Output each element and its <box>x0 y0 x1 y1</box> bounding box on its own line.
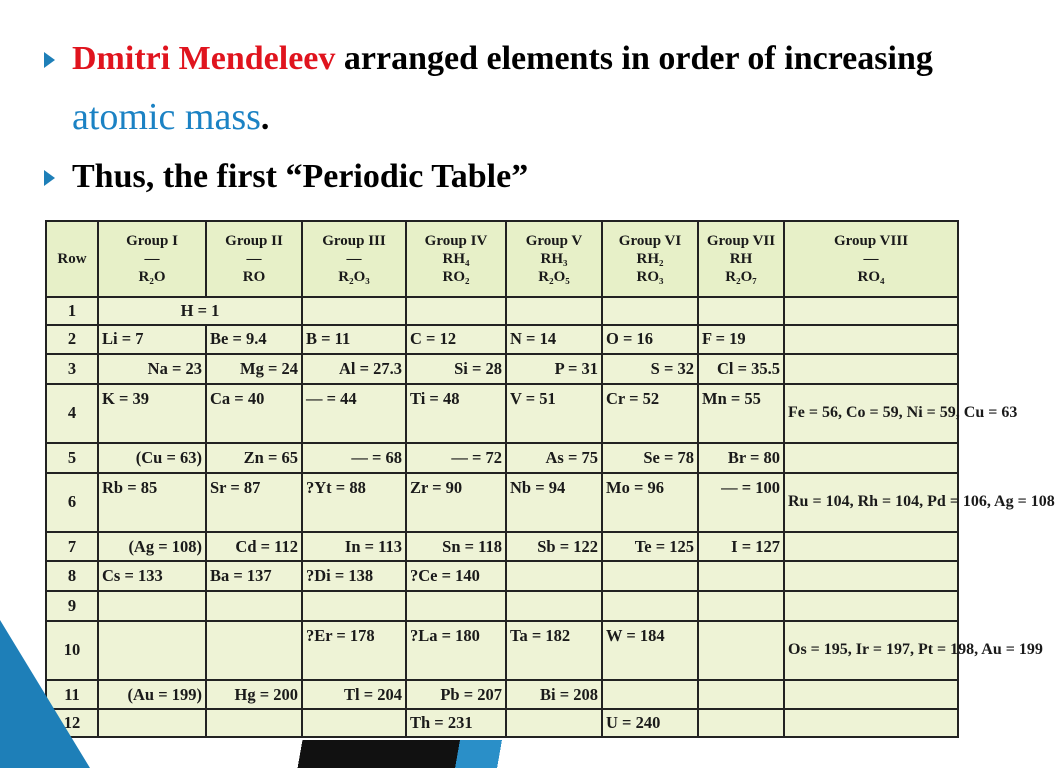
table-cell: Sr = 87 <box>206 473 302 532</box>
table-row <box>46 354 958 384</box>
table-row <box>46 591 958 621</box>
table-cell: Ta = 182 <box>506 621 602 680</box>
table-cell: Ba = 137 <box>206 561 302 591</box>
table-cell: I = 127 <box>698 532 784 562</box>
row-number: 2 <box>46 325 98 355</box>
table-cell: Na = 23 <box>98 354 206 384</box>
table-cell: H = 1 <box>98 297 302 325</box>
periodic-table-image <box>45 220 1055 738</box>
table-cell: Si = 28 <box>406 354 506 384</box>
table-cell: Cl = 35.5 <box>698 354 784 384</box>
table-cell <box>98 621 206 680</box>
table-cell <box>302 297 406 325</box>
table-cell <box>206 621 302 680</box>
table-cell <box>406 591 506 621</box>
table-cell: In = 113 <box>302 532 406 562</box>
table-cell: ?Di = 138 <box>302 561 406 591</box>
table-cell <box>602 561 698 591</box>
table-cell: Mg = 24 <box>206 354 302 384</box>
row-number: 8 <box>46 561 98 591</box>
table-cell: Te = 125 <box>602 532 698 562</box>
table-cell: (Ag = 108) <box>98 532 206 562</box>
header-group-8: Group VIII — RO₄ <box>784 221 958 297</box>
table-cell: Se = 78 <box>602 443 698 473</box>
table-cell: — = 100 <box>698 473 784 532</box>
table-cell <box>698 621 784 680</box>
header-group-5: Group V RH₃ R₂O₅ <box>506 221 602 297</box>
bullet-arrow-icon <box>44 170 55 186</box>
table-cell: Sb = 122 <box>506 532 602 562</box>
table-cell <box>784 561 958 591</box>
table-cell: (Cu = 63) <box>98 443 206 473</box>
table-row <box>46 680 958 710</box>
bullet-1 <box>40 30 1000 148</box>
bullet-2 <box>40 148 1000 206</box>
table-cell-group-8: Ru = 104, Rh = 104, Pd = 106, Ag = 108 <box>784 473 958 532</box>
table-cell: Be = 9.4 <box>206 325 302 355</box>
table-row <box>46 532 958 562</box>
table-cell <box>784 591 958 621</box>
header-row: Row <box>46 221 98 297</box>
table-row <box>46 621 958 680</box>
table-row <box>46 561 958 591</box>
table-row <box>46 325 958 355</box>
table-cell <box>698 680 784 710</box>
row-number: 12 <box>46 709 98 737</box>
table-cell <box>98 709 206 737</box>
table-cell <box>698 591 784 621</box>
row-number: 4 <box>46 384 98 443</box>
bullet-1-end: . <box>260 100 270 137</box>
table-cell-group-8: Os = 195, Ir = 197, Pt = 198, Au = 199 <box>784 621 958 680</box>
highlight-term: atomic mass <box>72 96 261 138</box>
table-cell: Br = 80 <box>698 443 784 473</box>
highlight-name: Dmitri Mendeleev <box>72 40 336 77</box>
table-cell <box>302 591 406 621</box>
table-cell <box>506 591 602 621</box>
table-cell-group-8: Fe = 56, Co = 59, Ni = 59, Cu = 63 <box>784 384 958 443</box>
table-row <box>46 384 958 443</box>
decorative-bottom-stripe <box>250 740 770 768</box>
table-cell <box>506 709 602 737</box>
table-cell: U = 240 <box>602 709 698 737</box>
row-number: 6 <box>46 473 98 532</box>
table-cell <box>406 297 506 325</box>
table-cell: ?La = 180 <box>406 621 506 680</box>
table-cell: Zn = 65 <box>206 443 302 473</box>
table-cell: ?Er = 178 <box>302 621 406 680</box>
table-cell: — = 44 <box>302 384 406 443</box>
table-cell: Sn = 118 <box>406 532 506 562</box>
table-row <box>46 297 958 325</box>
table-cell: V = 51 <box>506 384 602 443</box>
table-cell <box>206 709 302 737</box>
header-group-4: Group IV RH₄ RO₂ <box>406 221 506 297</box>
table-cell: N = 14 <box>506 325 602 355</box>
table-cell: B = 11 <box>302 325 406 355</box>
table-cell: (Au = 199) <box>98 680 206 710</box>
row-number: 1 <box>46 297 98 325</box>
table-cell <box>602 297 698 325</box>
table-cell: — = 72 <box>406 443 506 473</box>
table-cell: ?Yt = 88 <box>302 473 406 532</box>
table-cell <box>784 680 958 710</box>
table-cell: Mo = 96 <box>602 473 698 532</box>
table-cell: Th = 231 <box>406 709 506 737</box>
table-cell <box>98 591 206 621</box>
header-group-3: Group III — R₂O₃ <box>302 221 406 297</box>
row-number: 7 <box>46 532 98 562</box>
table-cell: — = 68 <box>302 443 406 473</box>
bullet-arrow-icon <box>44 52 55 68</box>
table-cell <box>784 443 958 473</box>
table-row <box>46 709 958 737</box>
row-number: 3 <box>46 354 98 384</box>
table-cell: Cr = 52 <box>602 384 698 443</box>
decorative-corner-shape <box>0 620 90 768</box>
table-cell <box>602 680 698 710</box>
table-cell <box>698 561 784 591</box>
table-cell: P = 31 <box>506 354 602 384</box>
table-cell: W = 184 <box>602 621 698 680</box>
table-row <box>46 473 958 532</box>
table-cell <box>784 532 958 562</box>
table-cell: Cd = 112 <box>206 532 302 562</box>
table-cell <box>698 709 784 737</box>
table-cell: Ca = 40 <box>206 384 302 443</box>
row-number: 11 <box>46 680 98 710</box>
table-cell <box>784 325 958 355</box>
table-cell <box>302 709 406 737</box>
table-cell: Bi = 208 <box>506 680 602 710</box>
table-cell <box>506 561 602 591</box>
table-cell: Pb = 207 <box>406 680 506 710</box>
table-cell <box>206 591 302 621</box>
bullet-list <box>40 30 1000 206</box>
header-group-6: Group VI RH₂ RO₃ <box>602 221 698 297</box>
table-cell: Hg = 200 <box>206 680 302 710</box>
header-group-7: Group VII RH R₂O₇ <box>698 221 784 297</box>
row-number: 10 <box>46 621 98 680</box>
bullet-1-text: arranged elements in order of increasing <box>335 40 933 77</box>
header-group-1: Group I — R₂O <box>98 221 206 297</box>
table-cell <box>784 709 958 737</box>
table-cell: Nb = 94 <box>506 473 602 532</box>
table-cell <box>698 297 784 325</box>
table-cell: F = 19 <box>698 325 784 355</box>
table-cell <box>784 297 958 325</box>
row-number: 5 <box>46 443 98 473</box>
table-cell: ?Ce = 140 <box>406 561 506 591</box>
bullet-2-text: Thus, the first “Periodic Table” <box>72 158 529 195</box>
table-cell: Al = 27.3 <box>302 354 406 384</box>
table-cell: K = 39 <box>98 384 206 443</box>
table-cell <box>602 591 698 621</box>
table-cell: Zr = 90 <box>406 473 506 532</box>
table-cell: C = 12 <box>406 325 506 355</box>
table-cell: Mn = 55 <box>698 384 784 443</box>
table-cell: O = 16 <box>602 325 698 355</box>
periodic-table <box>45 220 1055 738</box>
header-group-2: Group II — RO <box>206 221 302 297</box>
table-row <box>46 443 958 473</box>
table-cell <box>784 354 958 384</box>
table-cell: As = 75 <box>506 443 602 473</box>
table-cell: S = 32 <box>602 354 698 384</box>
row-number: 9 <box>46 591 98 621</box>
table-cell: Ti = 48 <box>406 384 506 443</box>
table-cell: Cs = 133 <box>98 561 206 591</box>
table-cell <box>506 297 602 325</box>
table-cell: Rb = 85 <box>98 473 206 532</box>
table-cell: Li = 7 <box>98 325 206 355</box>
table-cell: Tl = 204 <box>302 680 406 710</box>
